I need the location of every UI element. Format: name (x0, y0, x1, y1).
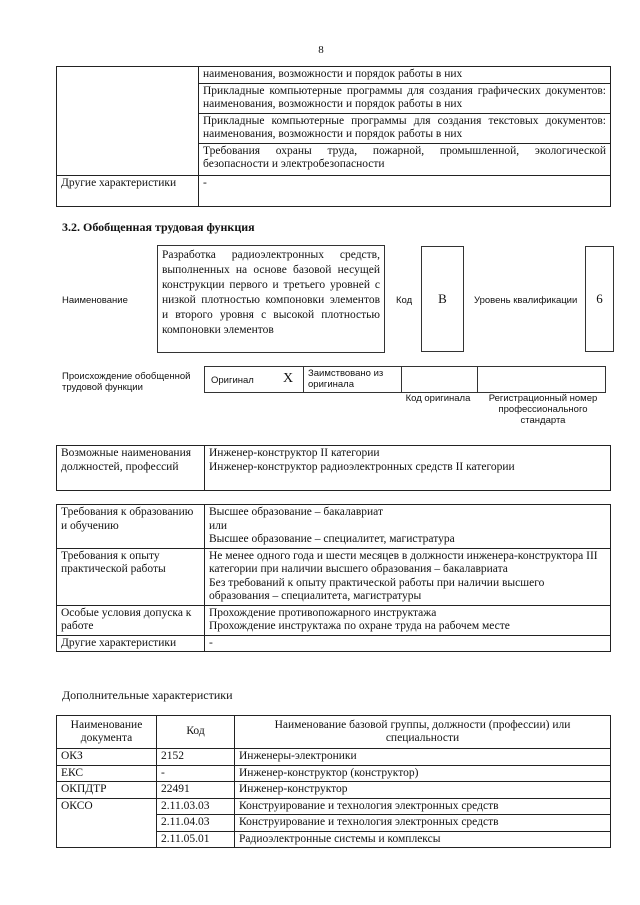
page-number: 8 (318, 44, 324, 56)
education-values (205, 505, 611, 549)
code-cell: 2.11.03.03 (157, 798, 235, 815)
code-cell: 22491 (157, 782, 235, 799)
doc-cell: ЕКС (57, 765, 157, 782)
section-title: 3.2. Обобщенная трудовая функция (62, 220, 255, 234)
position-item: Инженер-конструктор II категории (209, 447, 380, 459)
header-code: Код (157, 716, 235, 749)
name-cell: Конструирование и технология электронных средств (235, 798, 611, 815)
table-row (57, 798, 611, 815)
position-item: Инженер-конструктор радиоэлектронных средств II категории (209, 460, 515, 473)
table-row (57, 446, 611, 491)
doc-cell: ОКСО (57, 798, 157, 848)
function-name-box: Разработка радиоэлектронных средств, выполненных на основе базовой несущей конструкции первого и третьего уровней с низкой плотностью компоновки элементов и второго уровня с высокой плотностью компоновки элементов (157, 245, 385, 353)
experience-values (205, 548, 611, 605)
special-condition-item: Прохождение противопожарного инструктажа (209, 606, 437, 619)
special-condition-item: Прохождение инструктажа по охране труда на рабочем месте (209, 620, 510, 632)
education-item: или (209, 519, 228, 532)
knowledge-item: Прикладные компьютерные программы для создания текстовых документов: наименования, возможности и порядок работы в них (199, 113, 611, 143)
original-label: Оригинал (211, 375, 254, 386)
positions-label: Возможные наименования должностей, профессий (57, 446, 205, 491)
doc-cell: ОКПДТР (57, 782, 157, 799)
knowledge-item: наименования, возможности и порядок работы в них (199, 67, 611, 84)
original-mark: X (283, 371, 294, 386)
knowledge-item: Требования охраны труда, пожарной, промышленной, экологической безопасности и электробезопасности (199, 143, 611, 175)
code-label: Код (396, 295, 413, 306)
positions-table (56, 445, 611, 491)
other-characteristics-value: - (205, 635, 611, 652)
code-cell: 2.11.05.01 (157, 831, 235, 848)
other-characteristics-label: Другие характеристики (57, 635, 205, 652)
name-cell: Конструирование и технология электронных средств (235, 815, 611, 832)
additional-table (56, 715, 611, 848)
empty-label-cell (57, 67, 199, 176)
borrowed-label: Заимствовано из оригинала (308, 368, 384, 390)
name-label: Наименование (62, 295, 128, 306)
code-value-box: В (421, 246, 464, 352)
experience-item: Не менее одного года и шести месяцев в должности инженера-конструктора III категории при наличии высшего образования – бакалавриата (209, 549, 598, 575)
table-row (57, 765, 611, 782)
special-conditions-values (205, 605, 611, 635)
table-row (57, 67, 611, 84)
education-label: Требования к образованию и обучению (57, 505, 205, 549)
name-cell: Инженер-конструктор (конструктор) (235, 765, 611, 782)
table-row (57, 635, 611, 652)
level-label: Уровень квалификации (474, 295, 578, 306)
positions-values (205, 446, 611, 491)
name-cell: Радиоэлектронные системы и комплексы (235, 831, 611, 848)
header-name: Наименование базовой группы, должности (профессии) или специальности (235, 716, 611, 749)
level-value-box: 6 (585, 246, 614, 352)
table-header-row (57, 716, 611, 749)
table-row (57, 548, 611, 605)
name-cell: Инженер-конструктор (235, 782, 611, 799)
header-document: Наименование документа (57, 716, 157, 749)
experience-item: Без требований к опыту практической работы при наличии высшего образования – специалитета, магистратуры (209, 576, 545, 602)
table-row (57, 605, 611, 635)
divider (401, 367, 402, 392)
registration-number-caption: Регистрационный номер профессионального стандарта (488, 393, 598, 426)
other-characteristics-value: - (199, 175, 611, 206)
additional-title: Дополнительные характеристики (62, 688, 233, 702)
education-item: Высшее образование – бакалавриат (209, 506, 383, 518)
divider (477, 367, 478, 392)
table-row (57, 505, 611, 549)
other-characteristics-label: Другие характеристики (57, 175, 199, 206)
code-cell: 2.11.04.03 (157, 815, 235, 832)
table-row (57, 175, 611, 206)
origin-label: Происхождение обобщенной трудовой функции (62, 371, 191, 393)
name-cell: Инженеры-электроники (235, 749, 611, 766)
doc-cell: ОКЗ (57, 749, 157, 766)
requirements-table (56, 504, 611, 652)
education-item: Высшее образование – специалитет, магистратура (209, 533, 455, 545)
experience-label: Требования к опыту практической работы (57, 548, 205, 605)
divider (303, 367, 304, 392)
table-row (57, 782, 611, 799)
code-cell: 2152 (157, 749, 235, 766)
origin-row (204, 366, 606, 393)
special-conditions-label: Особые условия допуска к работе (57, 605, 205, 635)
original-code-caption: Код оригинала (405, 393, 471, 404)
code-cell: - (157, 765, 235, 782)
knowledge-item: Прикладные компьютерные программы для создания графических документов: наименования, возможности и порядок работы в них (199, 83, 611, 113)
table-row (57, 749, 611, 766)
knowledge-table (56, 66, 611, 207)
